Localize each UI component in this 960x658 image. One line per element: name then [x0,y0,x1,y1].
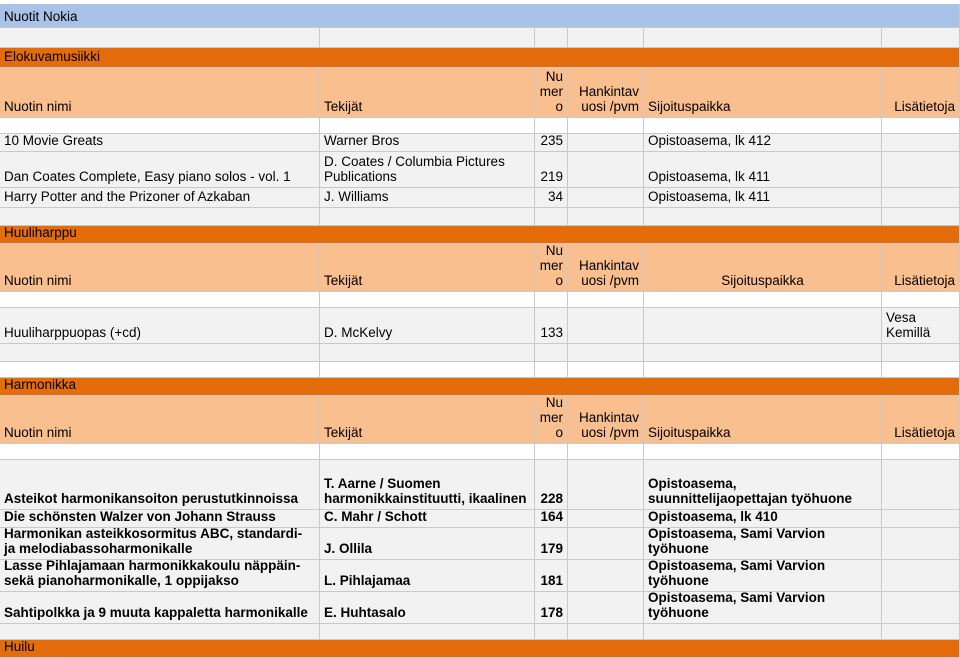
section-heading: Huilu [0,640,960,658]
empty-cell [568,344,644,362]
table-row-name: Sahtipolkka ja 9 muuta kappaletta harmonikalle [0,592,320,624]
empty-cell [644,208,882,226]
empty-cell [320,344,535,362]
empty-cell [0,624,320,640]
empty-cell [320,444,535,460]
empty-cell [535,208,568,226]
empty-cell [320,28,535,48]
header-info: Lisätietoja [882,244,960,292]
empty-cell [535,362,568,378]
empty-cell [0,292,320,308]
empty-cell [535,292,568,308]
empty-cell [882,344,960,362]
empty-cell [320,624,535,640]
empty-cell [535,118,568,134]
table-row-author: E. Huhtasalo [320,592,535,624]
table-row-location: Opistoasema, lk 411 [644,188,882,208]
empty-cell [535,344,568,362]
empty-cell [568,28,644,48]
table-row-info [882,560,960,592]
table-row-acquisition [568,460,644,510]
table-row-name: Asteikot harmonikansoiton perustutkinnoissa [0,460,320,510]
table-row-name: Huuliharppuopas (+cd) [0,308,320,344]
empty-cell [0,28,320,48]
table-row-info [882,510,960,528]
header-info: Lisätietoja [882,396,960,444]
table-row-info [882,528,960,560]
header-acquisition: Hankintav uosi /pvm [568,244,644,292]
table-row-author: L. Pihlajamaa [320,560,535,592]
empty-cell [882,208,960,226]
empty-cell [320,118,535,134]
empty-cell [644,362,882,378]
empty-cell [0,444,320,460]
section-heading: Harmonikka [0,378,960,396]
empty-cell [644,624,882,640]
table-row-name: Lasse Pihlajamaan harmonikkakoulu näppäin- sekä pianoharmonikalle, 1 oppijakso [0,560,320,592]
table-row-info [882,460,960,510]
empty-cell [568,208,644,226]
empty-cell [0,362,320,378]
empty-cell [0,344,320,362]
table-row-name: 10 Movie Greats [0,134,320,152]
table-row-acquisition [568,188,644,208]
empty-cell [568,118,644,134]
table-row-number: 164 [535,510,568,528]
table-row-location: Opistoasema, suunnittelijaopettajan työhuone [644,460,882,510]
header-info: Lisätietoja [882,68,960,118]
empty-cell [320,292,535,308]
empty-cell [0,208,320,226]
empty-cell [644,344,882,362]
table-row-info: Vesa Kemillä [882,308,960,344]
header-number: Nu mer o [535,396,568,444]
table-row-acquisition [568,560,644,592]
empty-cell [0,118,320,134]
empty-cell [644,292,882,308]
header-name: Nuotin nimi [0,68,320,118]
empty-cell [535,444,568,460]
header-author: Tekijät [320,396,535,444]
empty-cell [882,118,960,134]
empty-cell [882,28,960,48]
table-row-location: Opistoasema, lk 411 [644,152,882,188]
table-row-number: 179 [535,528,568,560]
empty-cell [320,208,535,226]
table-row-acquisition [568,592,644,624]
header-location: Sijoituspaikka [644,396,882,444]
table-row-number: 219 [535,152,568,188]
table-row-name: Die schönsten Walzer von Johann Strauss [0,510,320,528]
header-number: Nu mer o [535,68,568,118]
table-row-author: D. McKelvy [320,308,535,344]
table-row-location: Opistoasema, lk 412 [644,134,882,152]
empty-cell [882,292,960,308]
table-row-author: J. Ollila [320,528,535,560]
header-name: Nuotin nimi [0,396,320,444]
empty-cell [568,362,644,378]
table-row-location: Opistoasema, Sami Varvion työhuone [644,560,882,592]
table-row-name: Harmonikan asteikkosormitus ABC, standardi- ja melodiabassoharmonikalle [0,528,320,560]
table-row-number: 133 [535,308,568,344]
table-row-info [882,592,960,624]
table-row-acquisition [568,510,644,528]
table-row-name: Dan Coates Complete, Easy piano solos - vol. 1 [0,152,320,188]
table-row-author: C. Mahr / Schott [320,510,535,528]
header-number: Nu mer o [535,244,568,292]
table-row-info [882,134,960,152]
section-heading: Huuliharppu [0,226,960,244]
empty-cell [644,28,882,48]
document-title: Nuotit Nokia [0,4,960,28]
header-location: Sijoituspaikka [644,244,882,292]
header-name: Nuotin nimi [0,244,320,292]
table-row-number: 178 [535,592,568,624]
table-row-name: Harry Potter and the Prizoner of Azkaban [0,188,320,208]
empty-cell [644,444,882,460]
table-row-location: Opistoasema, Sami Varvion työhuone [644,592,882,624]
empty-cell [882,444,960,460]
table-row-acquisition [568,152,644,188]
table-row-number: 181 [535,560,568,592]
table-row-author: Warner Bros [320,134,535,152]
table-row-acquisition [568,308,644,344]
table-row-number: 228 [535,460,568,510]
table-row-location: Opistoasema, Sami Varvion työhuone [644,528,882,560]
header-acquisition: Hankintav uosi /pvm [568,396,644,444]
table-row-info [882,152,960,188]
table-row-info [882,188,960,208]
header-author: Tekijät [320,244,535,292]
section-heading: Elokuvamusiikki [0,48,960,68]
empty-cell [568,624,644,640]
header-acquisition: Hankintav uosi /pvm [568,68,644,118]
table-row-acquisition [568,134,644,152]
header-location: Sijoituspaikka [644,68,882,118]
table-row-location [644,308,882,344]
empty-cell [320,362,535,378]
header-author: Tekijät [320,68,535,118]
empty-cell [535,28,568,48]
empty-cell [882,624,960,640]
empty-cell [644,118,882,134]
table-row-number: 235 [535,134,568,152]
table-row-author: T. Aarne / Suomen harmonikkainstituutti, ikaalinen [320,460,535,510]
table-row-number: 34 [535,188,568,208]
empty-cell [568,292,644,308]
table-row-author: J. Williams [320,188,535,208]
empty-cell [882,362,960,378]
table-row-author: D. Coates / Columbia Pictures Publications [320,152,535,188]
empty-cell [535,624,568,640]
table-row-location: Opistoasema, lk 410 [644,510,882,528]
table-row-acquisition [568,528,644,560]
empty-cell [568,444,644,460]
